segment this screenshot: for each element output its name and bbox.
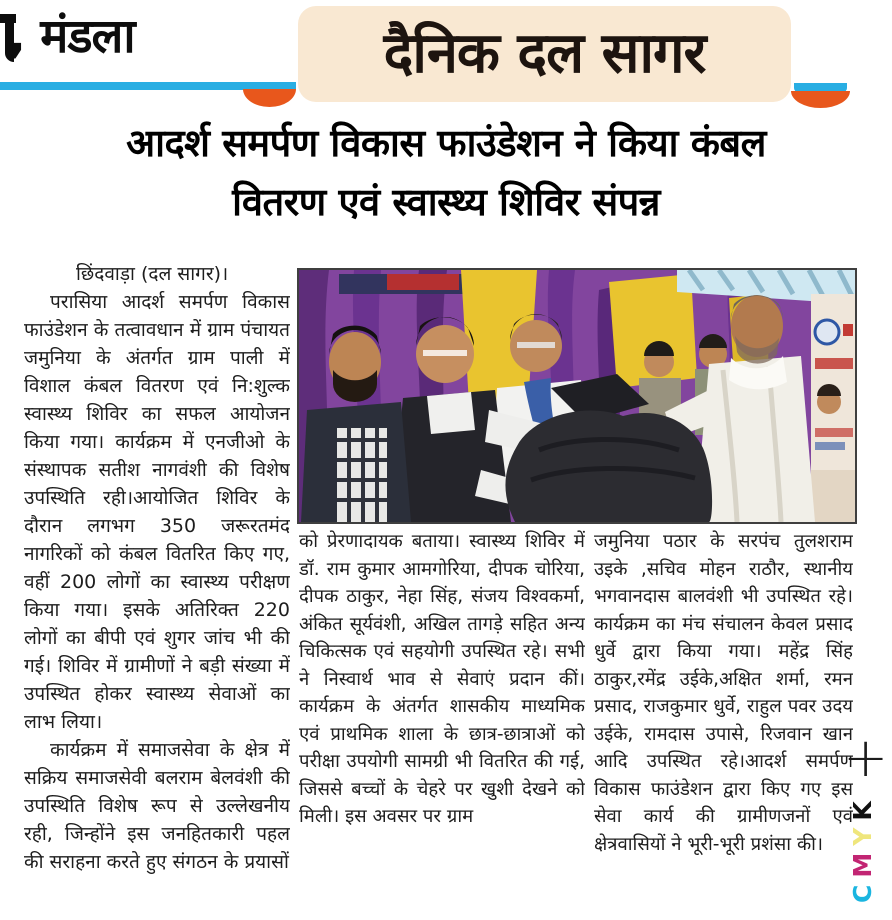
news-photo-illustration	[299, 270, 855, 522]
column1-paragraph-1: परासिया आदर्श समर्पण विकास फाउंडेशन के तत्वावधान में ग्राम पंचायत जमुनिया के अंतर्गत ग्राम पाली में विशाल कंबल वितरण एवं नि:शुल्क स्वास्थ्य शिविर का सफल आयोजन किया गया। कार्यक्रम में एनजीओ के संस्थापक सतीश नागवंशी की विशेष उपस्थिति रही।आयोजित शिविर के दौरान लगभग 350 जरूरतमंद नागरिकों को कंबल वितरित किए गए, वहीं 200 लोगों का स्वास्थ्य परीक्षण किया गया। इसके अतिरिक्त 220 लोगों का बीपी एवं शुगर जांच भी की गई। शिविर में ग्रामीणों ने बड़ी संख्या में उपस्थित होकर स्वास्थ्य सेवाओं का लाभ लिया।	[24, 291, 290, 733]
article-column-3	[594, 528, 853, 912]
column1-paragraph-2: कार्यक्रम में समाजसेवा के क्षेत्र में सक्रिय समाजसेवी बलराम बेलवंशी की उपस्थिति विशेष रूप से उल्लेखनीय रही, जिन्होंने इस जनहितकारी पहल की सराहना करते हुए संगठन के प्रयासों	[24, 739, 290, 873]
column3-paragraph: जमुनिया पठार के सरपंच तुलशराम उइके ,सचिव मोहन राठौर, स्थानीय भगवानदास बालवंशी भी उपस्थित रहे। कार्यक्रम का मंच संचालन केवल प्रसाद धुर्वे द्वारा किया गया। महेंद्र सिंह ठाकुर,रमेंद्र उईके,अक्षित शर्मा, रमन प्रसाद, राजकुमार धुर्वे, राहुल पवर उदय उईके, रामदास उपासे, रिजवान खान आदि उपस्थित रहे।आदर्श समर्पण विकास फाउंडेशन द्वारा किए गए इस सेवा कार्य की ग्रामीणजनों एवं क्षेत्रवासियों ने भूरी-भूरी प्रशंसा की।	[594, 531, 853, 855]
masthead	[298, 6, 791, 102]
cmyk-letter-c: C	[848, 877, 877, 903]
column2-paragraph: को प्रेरणादायक बताया। स्वास्थ्य शिविर में डॉ. राम कुमार आमगोरिया, दीपक चोरिया, दीपक ठाकुर, नेहा सिंह, संजय विश्वकर्मा, अंकित सूर्यवंशी, अखिल तागड़े सहित अन्य चिकित्सक एवं सहयोगी उपस्थित रहे। सभी ने निस्वार्थ भाव से सेवाएं प्रदान कीं। कार्यक्रम के अंतर्गत शासकीय माध्यमिक एवं प्राथमिक शाला के छात्र-छात्राओं को परीक्षा उपयोगी सामग्री भी वितरित की गई, जिससे बच्चों के चेहरे पर खुशी देखने को मिली। इस अवसर पर ग्राम	[299, 531, 585, 827]
headline	[16, 114, 876, 232]
cmyk-letter-m: M	[848, 845, 877, 878]
dateline: छिंदवाड़ा (दल सागर)।	[76, 263, 229, 285]
masthead-title: दैनिक दल सागर	[383, 21, 706, 86]
stage-banner-red-patch	[387, 274, 459, 290]
news-photo	[297, 268, 857, 524]
cmyk-letter-y: Y	[848, 820, 877, 846]
article-column-1	[24, 260, 290, 912]
sponsor-banner	[811, 294, 855, 522]
registration-plus-mark: +	[843, 726, 889, 789]
cmyk-print-mark	[848, 794, 877, 903]
cmyk-letter-k: K	[848, 794, 877, 821]
region-label: , मंडला	[8, 9, 135, 64]
article-column-2	[299, 528, 585, 912]
headline-line-2: वितरण एवं स्वास्थ्य शिविर संपन्न	[232, 180, 660, 224]
orange-swoosh-right	[791, 91, 850, 108]
headline-line-1: आदर्श समर्पण विकास फाउंडेशन ने किया कंबल	[126, 121, 766, 165]
orange-swoosh-left	[243, 89, 296, 107]
